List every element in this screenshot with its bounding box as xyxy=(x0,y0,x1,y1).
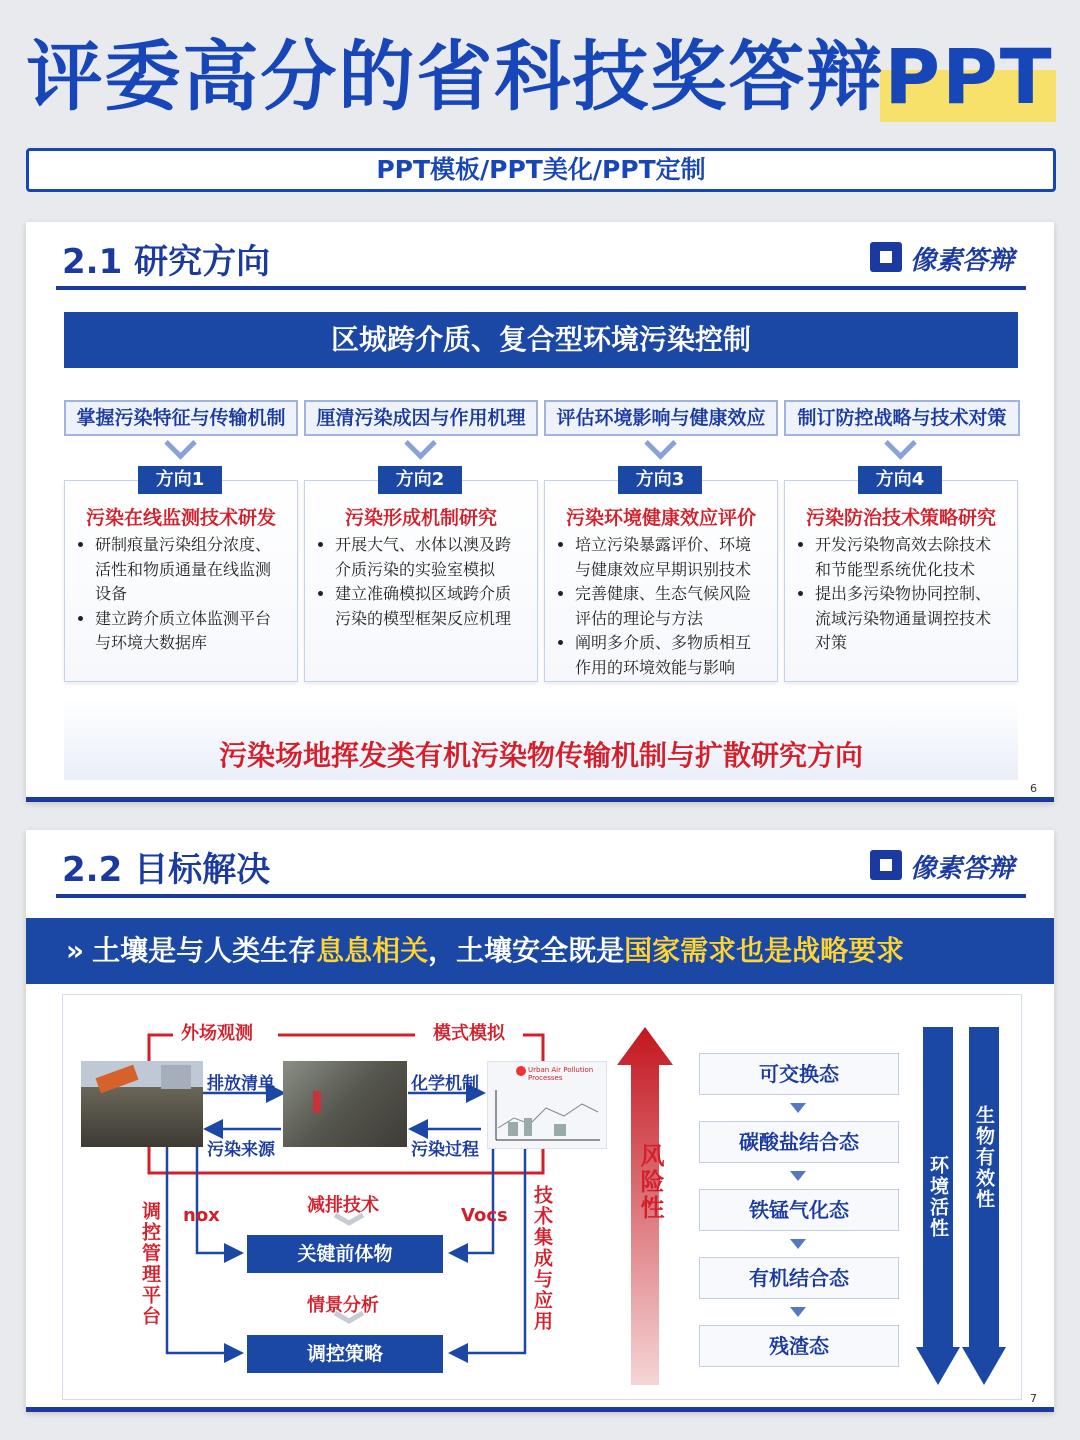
brand-name: 像素答辩 xyxy=(910,246,1015,276)
label-nox: nox xyxy=(183,1205,220,1226)
direction-card-2 xyxy=(304,480,538,682)
topic-4: 制订防控战略与技术对策 xyxy=(784,400,1020,436)
arrow-down-icon xyxy=(790,1103,806,1113)
list-item: • 建立跨介质立体监测平台与环境大数据库 xyxy=(95,607,285,656)
subtitle-box: PPT模板/PPT美化/PPT定制 xyxy=(26,148,1056,192)
brand-logo-icon xyxy=(870,850,902,880)
title-rule xyxy=(56,894,1026,898)
list-item: • 开发污染物高效去除技术和节能型系统优化技术 xyxy=(815,533,1005,582)
state-carbonate: 碳酸盐结合态 xyxy=(699,1121,899,1163)
label-tech-integration: 技术集成与应用 xyxy=(531,1185,553,1332)
air-pollution-graph xyxy=(487,1061,607,1149)
list-item: • 阐明多介质、多物质相互作用的环境效能与影响 xyxy=(575,631,765,680)
direction-card-3 xyxy=(544,480,778,682)
list-item: • 提出多污染物协同控制、流域污染物通量调控技术对策 xyxy=(815,582,1005,656)
state-organic: 有机结合态 xyxy=(699,1257,899,1299)
main-topic-banner: 区城跨介质、复合型环境污染控制 xyxy=(64,312,1018,368)
list-item: • 建立准确模拟区域跨介质污染的模型框架反应机理 xyxy=(335,582,525,631)
state-exchangeable: 可交换态 xyxy=(699,1053,899,1095)
graph-title: Urban Air Pollution Processes xyxy=(528,1066,594,1082)
direction-heading: 污染防治技术策略研究 xyxy=(805,507,996,529)
site-excavation-photo xyxy=(81,1061,203,1147)
banner-highlight-2: 国家需求也是战略要求 xyxy=(624,934,905,967)
topic-1: 掌握污染特征与传输机制 xyxy=(64,400,298,436)
label-pollution-source: 污染来源 xyxy=(207,1140,275,1160)
page-title xyxy=(0,22,1080,132)
banner-text-2: ，土壤安全既是 xyxy=(428,934,625,967)
waste-dump-photo xyxy=(283,1061,407,1147)
list-item: • 培立污染暴露评价、环境与健康效应早期识别技术 xyxy=(575,533,765,582)
slide-title: 2.2 目标解决 xyxy=(62,850,271,890)
page-number: 7 xyxy=(1030,1392,1037,1405)
topic-2: 厘清污染成因与作用机理 xyxy=(304,400,538,436)
conclusion-text: 污染场地挥发类有机污染物传输机制与扩散研究方向 xyxy=(218,739,863,772)
direction-tag-3: 方向3 xyxy=(618,466,702,494)
slide-bottom-bar xyxy=(26,797,1054,802)
strategy-box: 调控策略 xyxy=(247,1335,443,1373)
label-vocs: Vocs xyxy=(461,1205,508,1226)
arrow-down-icon xyxy=(790,1239,806,1249)
label-model-simulation: 模式模拟 xyxy=(433,1023,505,1044)
arrow-down-icon xyxy=(790,1171,806,1181)
page-number: 6 xyxy=(1030,782,1037,795)
label-risk: 风险性 xyxy=(636,1143,664,1221)
banner-text-1: 土壤是与人类生存 xyxy=(92,934,317,967)
list-item: • 开展大气、水体以澳及跨介质污染的实验室模拟 xyxy=(335,533,525,582)
slide-title: 2.1 研究方向 xyxy=(62,242,271,282)
brand-logo-icon xyxy=(870,242,902,272)
label-field-observation: 外场观测 xyxy=(181,1023,253,1044)
double-chevron-icon: » xyxy=(66,934,85,967)
slide-goal-solution xyxy=(26,830,1054,1412)
direction-heading: 污染形成机制研究 xyxy=(344,507,497,529)
direction-tag-2: 方向2 xyxy=(378,466,462,494)
banner-highlight-1: 息息相关 xyxy=(316,934,429,967)
label-reduction-tech: 减排技术 xyxy=(307,1195,379,1216)
key-precursor-box: 关键前体物 xyxy=(247,1235,443,1273)
direction-list xyxy=(545,533,777,680)
label-chemical-mechanism: 化学机制 xyxy=(411,1074,479,1094)
list-item: • 完善健康、生态气候风险评估的理论与方法 xyxy=(575,582,765,631)
key-message-banner xyxy=(26,918,1054,984)
label-bioavailability: 生物有效性 xyxy=(973,1105,995,1210)
diagram-panel xyxy=(62,994,1022,1400)
direction-heading: 污染环境健康效应评价 xyxy=(565,507,756,529)
slide-bottom-bar xyxy=(26,1407,1054,1412)
brand-name: 像素答辩 xyxy=(910,854,1015,884)
list-item: • 研制痕量污染组分浓度、活性和物质通量在线监测设备 xyxy=(95,533,285,607)
excavator-shape xyxy=(95,1065,138,1094)
sun-icon xyxy=(516,1066,526,1076)
direction-list xyxy=(305,533,537,631)
label-control-platform: 调控管理平台 xyxy=(139,1201,161,1327)
direction-tag-4: 方向4 xyxy=(858,466,942,494)
page-title-main: 评委高分的省科技奖答辩 xyxy=(26,32,885,121)
worker-shape xyxy=(313,1091,321,1113)
direction-heading: 污染在线监测技术研发 xyxy=(85,507,276,529)
pollution-curve xyxy=(494,1088,602,1144)
label-pollution-process: 污染过程 xyxy=(411,1140,479,1160)
direction-tag-1: 方向1 xyxy=(138,466,222,494)
title-rule xyxy=(56,286,1026,290)
label-emission-inventory: 排放清单 xyxy=(207,1074,275,1094)
page-title-highlight: PPT xyxy=(884,32,1054,121)
building-shape xyxy=(161,1065,191,1089)
direction-list xyxy=(785,533,1017,656)
direction-card-4 xyxy=(784,480,1018,682)
state-fe-mn-oxide: 铁锰气化态 xyxy=(699,1189,899,1231)
slide-research-direction xyxy=(26,222,1054,802)
label-env-activity: 环境活性 xyxy=(927,1155,949,1239)
label-scenario-analysis: 情景分析 xyxy=(307,1295,379,1316)
arrow-down-icon xyxy=(790,1307,806,1317)
topic-3: 评估环境影响与健康效应 xyxy=(544,400,778,436)
direction-card-1 xyxy=(64,480,298,682)
state-residual: 残渣态 xyxy=(699,1325,899,1367)
direction-list xyxy=(65,533,297,656)
